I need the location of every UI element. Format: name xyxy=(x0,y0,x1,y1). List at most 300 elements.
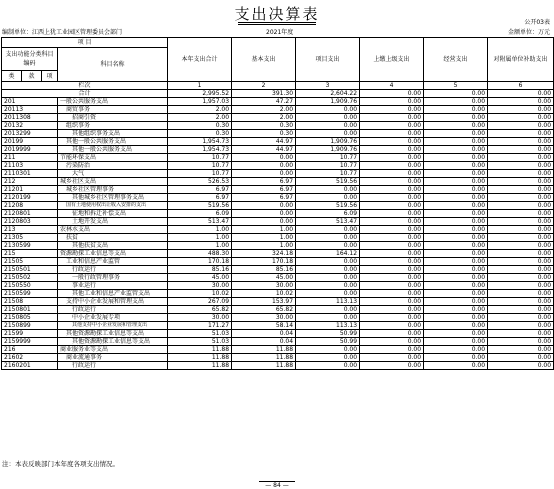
subject-name: 扶贫 xyxy=(58,234,168,242)
amount-cell: 0.00 xyxy=(296,258,360,266)
subject-name: 污染防治 xyxy=(58,162,168,170)
amount-cell: 0.00 xyxy=(424,218,488,226)
amount-cell: 85.16 xyxy=(232,266,296,274)
amount-cell: 0.00 xyxy=(424,210,488,218)
amount-cell: 0.00 xyxy=(424,146,488,154)
amount-cell: 0.00 xyxy=(360,98,424,106)
amount-cell: 0.00 xyxy=(360,106,424,114)
amount-cell: 0.00 xyxy=(424,234,488,242)
amount-cell: 0.00 xyxy=(360,178,424,186)
amount-cell: 0.00 xyxy=(424,266,488,274)
amount-cell: 0.00 xyxy=(424,162,488,170)
amount-cell: 10.77 xyxy=(168,170,232,178)
subject-code: 2130599 xyxy=(2,242,58,250)
subject-code: 21305 xyxy=(2,234,58,242)
amount-cell: 0.00 xyxy=(296,234,360,242)
year-label: 2021年度 xyxy=(266,29,294,36)
subject-code: 20113 xyxy=(2,106,58,114)
amount-cell: 0.00 xyxy=(296,346,360,354)
amount-cell: 0.00 xyxy=(424,354,488,362)
amount-cell: 0.00 xyxy=(360,194,424,202)
amount-cell: 1,954.73 xyxy=(168,146,232,154)
subject-code: 2160201 xyxy=(2,362,58,370)
amount-cell: 50.99 xyxy=(296,338,360,346)
amount-cell: 11.88 xyxy=(232,362,296,370)
subject-code: 21103 xyxy=(2,162,58,170)
amount-cell: 0.00 xyxy=(360,114,424,122)
amount-cell: 10.77 xyxy=(168,162,232,170)
amount-cell: 0.00 xyxy=(488,186,554,194)
amount-cell: 0.00 xyxy=(360,130,424,138)
amount-cell: 0.00 xyxy=(296,226,360,234)
amount-cell: 0.00 xyxy=(488,354,554,362)
amount-cell: 0.00 xyxy=(296,306,360,314)
subject-code: 2150502 xyxy=(2,274,58,282)
amount-cell: 0.00 xyxy=(360,202,424,210)
total-value: 0.00 xyxy=(488,90,554,98)
amount-cell: 0.00 xyxy=(360,186,424,194)
amount-cell: 10.77 xyxy=(296,154,360,162)
amount-cell: 1,957.03 xyxy=(168,98,232,106)
table-row xyxy=(2,266,554,274)
col-header-6: 对附属单位补助支出 xyxy=(488,38,554,82)
subject-name: 行政运行 xyxy=(58,306,168,314)
subject-name: 其他扶贫支出 xyxy=(58,242,168,250)
amount-cell: 0.00 xyxy=(296,274,360,282)
subject-name: 商业流通事务 xyxy=(58,354,168,362)
table-row xyxy=(2,226,554,234)
amount-cell: 0.00 xyxy=(488,330,554,338)
amount-cell: 0.00 xyxy=(488,178,554,186)
amount-cell: 0.00 xyxy=(424,154,488,162)
amount-cell: 0.00 xyxy=(360,250,424,258)
amount-cell: 50.99 xyxy=(296,330,360,338)
amount-cell: 51.03 xyxy=(168,338,232,346)
table-row xyxy=(2,154,554,162)
amount-cell: 10.02 xyxy=(232,290,296,298)
subject-code: 216 xyxy=(2,346,58,354)
subject-code: 21602 xyxy=(2,354,58,362)
amount-cell: 2.00 xyxy=(168,106,232,114)
amount-cell: 0.00 xyxy=(424,226,488,234)
total-value: 2,604.22 xyxy=(296,90,360,98)
subject-name: 农林水支出 xyxy=(58,226,168,234)
table-row xyxy=(2,282,554,290)
subject-code: 211 xyxy=(2,154,58,162)
amount-cell: 0.00 xyxy=(360,234,424,242)
amount-cell: 0.00 xyxy=(488,322,554,330)
amount-cell: 0.00 xyxy=(488,162,554,170)
amount-cell: 0.00 xyxy=(232,170,296,178)
subject-code: 212 xyxy=(2,178,58,186)
sub-header: 项 xyxy=(42,71,58,82)
subject-name: 其他支持中小企业发展和管理支出 xyxy=(58,322,168,330)
col-num-4: 4 xyxy=(360,82,424,90)
col-num-5: 5 xyxy=(424,82,488,90)
amount-cell: 0.00 xyxy=(424,290,488,298)
amount-cell: 0.00 xyxy=(360,242,424,250)
amount-cell: 164.12 xyxy=(296,250,360,258)
subject-name: 支持中小企业发展和管理支出 xyxy=(58,298,168,306)
amount-cell: 0.00 xyxy=(488,170,554,178)
amount-cell: 267.09 xyxy=(168,298,232,306)
amount-cell: 6.97 xyxy=(168,186,232,194)
subject-code: 2120801 xyxy=(2,210,58,218)
amount-cell: 0.00 xyxy=(424,322,488,330)
subject-name: 其他组织事务支出 xyxy=(58,130,168,138)
table-row xyxy=(2,362,554,370)
amount-cell: 0.30 xyxy=(168,122,232,130)
col-header-3: 项目支出 xyxy=(296,38,360,82)
amount-cell: 0.00 xyxy=(424,362,488,370)
amount-cell: 0.00 xyxy=(360,146,424,154)
col-num-6: 6 xyxy=(488,82,554,90)
amount-cell: 6.97 xyxy=(232,178,296,186)
amount-cell: 526.53 xyxy=(168,178,232,186)
title-underline-2 xyxy=(238,24,316,25)
table-row xyxy=(2,234,554,242)
amount-cell: 113.13 xyxy=(296,298,360,306)
amount-cell: 0.00 xyxy=(232,202,296,210)
amount-cell: 0.00 xyxy=(488,274,554,282)
table-row xyxy=(2,202,554,210)
page-number-text: — 84 — xyxy=(259,481,294,489)
table-row xyxy=(2,338,554,346)
kind-header: 类 xyxy=(2,71,22,82)
table-row xyxy=(2,114,554,122)
amount-cell: 170.18 xyxy=(168,258,232,266)
subject-name: 其他资源勘探工业信息等支出 xyxy=(58,338,168,346)
col-label: 栏次 xyxy=(2,82,168,90)
amount-cell: 0.00 xyxy=(488,314,554,322)
subject-code: 2150801 xyxy=(2,306,58,314)
subject-name: 事业运行 xyxy=(58,282,168,290)
table-row xyxy=(2,330,554,338)
amount-cell: 0.00 xyxy=(488,146,554,154)
amount-cell: 0.00 xyxy=(488,298,554,306)
total-value: 391.30 xyxy=(232,90,296,98)
subject-code: 21208 xyxy=(2,202,58,210)
amount-cell: 0.00 xyxy=(488,154,554,162)
subject-code: 2150599 xyxy=(2,290,58,298)
amount-cell: 11.88 xyxy=(232,346,296,354)
table-row xyxy=(2,314,554,322)
amount-cell: 519.56 xyxy=(296,202,360,210)
subject-name: 其他城乡社区管理事务支出 xyxy=(58,194,168,202)
subject-name: 行政运行 xyxy=(58,266,168,274)
table-row xyxy=(2,98,554,106)
subject-name: 工业和信息产业监管 xyxy=(58,258,168,266)
amount-cell: 0.00 xyxy=(488,258,554,266)
subject-name: 中小企业发展专项 xyxy=(58,314,168,322)
expenditure-table xyxy=(1,37,554,370)
subject-name: 其他资源勘探工业信息等支出 xyxy=(58,330,168,338)
amount-cell: 0.00 xyxy=(488,130,554,138)
subject-name: 商贸事务 xyxy=(58,106,168,114)
amount-cell: 0.00 xyxy=(360,354,424,362)
amount-cell: 0.00 xyxy=(360,298,424,306)
amount-cell: 0.00 xyxy=(424,202,488,210)
amount-cell: 30.00 xyxy=(232,282,296,290)
subject-name: 一般行政管理事务 xyxy=(58,274,168,282)
amount-cell: 44.97 xyxy=(232,138,296,146)
table-row xyxy=(2,146,554,154)
amount-cell: 0.00 xyxy=(360,170,424,178)
amount-cell: 0.00 xyxy=(488,346,554,354)
name-header: 科目名称 xyxy=(58,48,168,82)
amount-cell: 30.00 xyxy=(232,314,296,322)
amount-cell: 45.00 xyxy=(232,274,296,282)
subject-name: 城乡社区支出 xyxy=(58,178,168,186)
amount-cell: 0.00 xyxy=(360,346,424,354)
subject-name: 其他一般公共服务支出 xyxy=(58,146,168,154)
amount-cell: 0.00 xyxy=(424,306,488,314)
amount-cell: 0.00 xyxy=(360,122,424,130)
amount-cell: 0.00 xyxy=(488,210,554,218)
subject-name: 城乡社区管理事务 xyxy=(58,186,168,194)
amount-cell: 0.00 xyxy=(424,194,488,202)
amount-cell: 1.00 xyxy=(232,242,296,250)
amount-cell: 0.00 xyxy=(296,186,360,194)
total-label: 合计 xyxy=(2,90,168,98)
amount-cell: 0.00 xyxy=(360,338,424,346)
amount-cell: 0.00 xyxy=(232,154,296,162)
amount-cell: 10.77 xyxy=(296,162,360,170)
table-row xyxy=(2,178,554,186)
subject-code: 2150805 xyxy=(2,314,58,322)
subject-code: 2120803 xyxy=(2,218,58,226)
amount-cell: 0.00 xyxy=(424,346,488,354)
amount-cell: 0.00 xyxy=(424,98,488,106)
amount-cell: 0.00 xyxy=(488,306,554,314)
amount-cell: 0.00 xyxy=(488,106,554,114)
subject-name: 商业服务业等支出 xyxy=(58,346,168,354)
amount-cell: 0.00 xyxy=(360,258,424,266)
amount-cell: 1,909.76 xyxy=(296,98,360,106)
subject-code: 213 xyxy=(2,226,58,234)
total-row xyxy=(2,90,554,98)
amount-cell: 11.88 xyxy=(168,362,232,370)
amount-cell: 519.56 xyxy=(168,202,232,210)
amount-cell: 0.00 xyxy=(360,290,424,298)
subject-name: 节能环保支出 xyxy=(58,154,168,162)
amount-cell: 0.00 xyxy=(296,282,360,290)
amount-cell: 0.00 xyxy=(232,162,296,170)
amount-cell: 0.00 xyxy=(360,154,424,162)
amount-cell: 85.16 xyxy=(168,266,232,274)
amount-cell: 0.00 xyxy=(296,194,360,202)
header-row-1 xyxy=(2,38,554,48)
project-header: 项 目 xyxy=(2,38,168,48)
amount-cell: 1.00 xyxy=(168,226,232,234)
amount-cell: 0.00 xyxy=(296,106,360,114)
amount-cell: 30.00 xyxy=(168,314,232,322)
amount-cell: 0.00 xyxy=(296,314,360,322)
table-row xyxy=(2,130,554,138)
amount-cell: 0.00 xyxy=(488,290,554,298)
amount-cell: 0.00 xyxy=(488,362,554,370)
subject-name: 其他工业和信息产业监管支出 xyxy=(58,290,168,298)
amount-cell: 6.09 xyxy=(168,210,232,218)
subject-code: 2150550 xyxy=(2,282,58,290)
amount-cell: 0.00 xyxy=(296,266,360,274)
subject-code: 2159999 xyxy=(2,338,58,346)
amount-cell: 0.00 xyxy=(488,242,554,250)
table-row xyxy=(2,162,554,170)
subject-name: 资源勘探工业信息等支出 xyxy=(58,250,168,258)
amount-cell: 519.56 xyxy=(296,178,360,186)
table-row xyxy=(2,290,554,298)
table-row xyxy=(2,354,554,362)
unit-label: 编制单位：江西上犹工业园区管理委员会部门 xyxy=(2,29,123,36)
footnote: 注：本表反映部门本年度各项支出情况。 xyxy=(2,460,119,468)
subject-code: 21505 xyxy=(2,258,58,266)
subject-name: 组织事务 xyxy=(58,122,168,130)
table-row xyxy=(2,194,554,202)
amount-cell: 0.00 xyxy=(296,354,360,362)
total-value: 0.00 xyxy=(424,90,488,98)
amount-cell: 0.00 xyxy=(296,130,360,138)
amount-cell: 65.82 xyxy=(168,306,232,314)
amount-cell: 0.00 xyxy=(488,114,554,122)
table-row xyxy=(2,250,554,258)
currency-label: 金额单位：万元 xyxy=(507,29,550,36)
amount-cell: 51.03 xyxy=(168,330,232,338)
amount-cell: 10.77 xyxy=(296,170,360,178)
amount-cell: 0.00 xyxy=(488,218,554,226)
amount-cell: 0.00 xyxy=(424,130,488,138)
subject-name: 行政运行 xyxy=(58,362,168,370)
amount-cell: 0.04 xyxy=(232,338,296,346)
amount-cell: 0.00 xyxy=(424,138,488,146)
code-group-header: 支出功能分类科目编码 xyxy=(2,48,58,71)
amount-cell: 0.00 xyxy=(488,122,554,130)
subject-code: 201 xyxy=(2,98,58,106)
amount-cell: 2.00 xyxy=(232,114,296,122)
amount-cell: 0.00 xyxy=(424,122,488,130)
col-num-1: 1 xyxy=(168,82,232,90)
title-underline xyxy=(238,22,316,23)
amount-cell: 0.00 xyxy=(360,226,424,234)
amount-cell: 0.00 xyxy=(232,210,296,218)
subject-code: 21201 xyxy=(2,186,58,194)
amount-cell: 1.00 xyxy=(232,234,296,242)
table-row xyxy=(2,186,554,194)
amount-cell: 0.00 xyxy=(424,170,488,178)
amount-cell: 10.02 xyxy=(168,290,232,298)
subject-code: 20199 xyxy=(2,138,58,146)
subject-code: 2150501 xyxy=(2,266,58,274)
subject-name: 招商引资 xyxy=(58,114,168,122)
amount-cell: 6.09 xyxy=(296,210,360,218)
subject-code: 2150899 xyxy=(2,322,58,330)
subject-code: 215 xyxy=(2,250,58,258)
amount-cell: 0.00 xyxy=(360,314,424,322)
amount-cell: 153.97 xyxy=(232,298,296,306)
amount-cell: 0.00 xyxy=(360,162,424,170)
subject-code: 2120199 xyxy=(2,194,58,202)
table-row xyxy=(2,298,554,306)
amount-cell: 30.00 xyxy=(168,282,232,290)
total-value: 0.00 xyxy=(360,90,424,98)
amount-cell: 2.00 xyxy=(232,106,296,114)
table-row xyxy=(2,242,554,250)
amount-cell: 0.00 xyxy=(424,274,488,282)
subject-name: 土地开发支出 xyxy=(58,218,168,226)
amount-cell: 0.00 xyxy=(424,282,488,290)
amount-cell: 6.97 xyxy=(232,186,296,194)
page-title: 支出决算表 xyxy=(234,5,320,23)
amount-cell: 0.00 xyxy=(488,250,554,258)
amount-cell: 0.30 xyxy=(232,122,296,130)
amount-cell: 324.18 xyxy=(232,250,296,258)
amount-cell: 11.88 xyxy=(168,346,232,354)
amount-cell: 0.04 xyxy=(232,330,296,338)
amount-cell: 0.00 xyxy=(360,138,424,146)
amount-cell: 0.00 xyxy=(296,242,360,250)
amount-cell: 6.97 xyxy=(232,194,296,202)
amount-cell: 11.88 xyxy=(168,354,232,362)
total-value: 2,995.52 xyxy=(168,90,232,98)
subject-code: 2110301 xyxy=(2,170,58,178)
amount-cell: 0.00 xyxy=(488,338,554,346)
amount-cell: 0.00 xyxy=(424,114,488,122)
amount-cell: 0.00 xyxy=(488,138,554,146)
col-number-row xyxy=(2,82,554,90)
col-header-5: 经营支出 xyxy=(424,38,488,82)
amount-cell: 45.00 xyxy=(168,274,232,282)
subject-code: 20132 xyxy=(2,122,58,130)
col-num-3: 3 xyxy=(296,82,360,90)
subject-name: 一般公共服务支出 xyxy=(58,98,168,106)
amount-cell: 65.82 xyxy=(232,306,296,314)
form-number: 公开03表 xyxy=(524,19,550,26)
amount-cell: 0.00 xyxy=(488,234,554,242)
amount-cell: 0.00 xyxy=(424,242,488,250)
amount-cell: 1,909.76 xyxy=(296,138,360,146)
col-num-2: 2 xyxy=(232,82,296,90)
subject-code: 2013299 xyxy=(2,130,58,138)
amount-cell: 0.00 xyxy=(360,362,424,370)
subject-name: 征地和拆迁补偿支出 xyxy=(58,210,168,218)
table-row xyxy=(2,258,554,266)
amount-cell: 0.00 xyxy=(424,314,488,322)
amount-cell: 10.77 xyxy=(168,154,232,162)
subject-name: 国有土地使用权出让收入安排的支出 xyxy=(58,202,168,210)
amount-cell: 1.00 xyxy=(232,226,296,234)
amount-cell: 0.00 xyxy=(360,330,424,338)
amount-cell: 0.00 xyxy=(424,186,488,194)
amount-cell: 0.00 xyxy=(296,290,360,298)
amount-cell: 0.00 xyxy=(360,210,424,218)
col-header-4: 上缴上级支出 xyxy=(360,38,424,82)
amount-cell: 0.00 xyxy=(424,258,488,266)
amount-cell: 0.00 xyxy=(424,330,488,338)
amount-cell: 513.47 xyxy=(168,218,232,226)
amount-cell: 0.00 xyxy=(360,306,424,314)
amount-cell: 0.00 xyxy=(424,338,488,346)
amount-cell: 2.00 xyxy=(168,114,232,122)
amount-cell: 0.00 xyxy=(360,282,424,290)
amount-cell: 0.00 xyxy=(488,98,554,106)
amount-cell: 0.00 xyxy=(360,274,424,282)
amount-cell: 0.00 xyxy=(488,266,554,274)
table-row xyxy=(2,218,554,226)
amount-cell: 1.00 xyxy=(168,234,232,242)
table-row xyxy=(2,346,554,354)
amount-cell: 0.00 xyxy=(296,362,360,370)
amount-cell: 0.00 xyxy=(488,202,554,210)
